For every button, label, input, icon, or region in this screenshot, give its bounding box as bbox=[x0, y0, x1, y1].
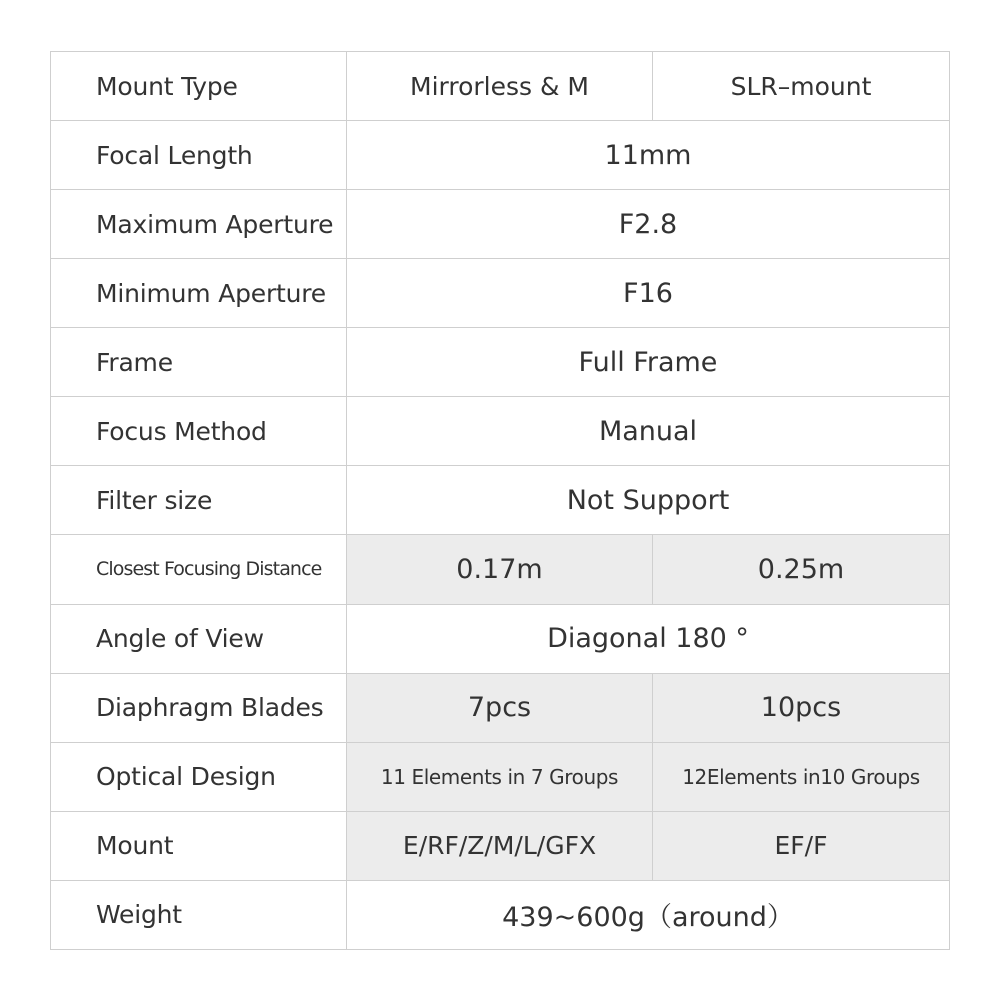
spec-value-mirrorless: E/RF/Z/M/L/GFX bbox=[347, 811, 653, 880]
spec-value: F2.8 bbox=[347, 190, 950, 259]
spec-value: Manual bbox=[347, 397, 950, 466]
spec-row-minimum-aperture bbox=[51, 259, 950, 328]
spec-label: Weight bbox=[51, 880, 347, 949]
spec-label: Minimum Aperture bbox=[51, 259, 347, 328]
lens-spec-table bbox=[50, 51, 950, 950]
spec-value-slr: 10pcs bbox=[653, 673, 950, 742]
spec-row-frame bbox=[51, 328, 950, 397]
spec-label: Diaphragm Blades bbox=[51, 673, 347, 742]
spec-value-mirrorless: 0.17m bbox=[347, 535, 653, 604]
spec-value-slr: SLR–mount bbox=[653, 52, 950, 121]
spec-value: 439~600g（around） bbox=[347, 880, 950, 949]
spec-value-mirrorless: Mirrorless & M bbox=[347, 52, 653, 121]
spec-value-slr: 12Elements in10 Groups bbox=[653, 742, 950, 811]
spec-label: Frame bbox=[51, 328, 347, 397]
spec-label: Filter size bbox=[51, 466, 347, 535]
spec-label: Focal Length bbox=[51, 121, 347, 190]
spec-label: Focus Method bbox=[51, 397, 347, 466]
spec-label: Mount bbox=[51, 811, 347, 880]
spec-value-mirrorless: 7pcs bbox=[347, 673, 653, 742]
spec-label: Mount Type bbox=[51, 52, 347, 121]
spec-value: 11mm bbox=[347, 121, 950, 190]
spec-row-closest-focusing-distance bbox=[51, 535, 950, 604]
spec-label: Closest Focusing Distance bbox=[51, 535, 347, 604]
spec-value: Full Frame bbox=[347, 328, 950, 397]
spec-row-weight bbox=[51, 880, 950, 949]
spec-row-focus-method bbox=[51, 397, 950, 466]
spec-label: Angle of View bbox=[51, 604, 347, 673]
spec-value: Diagonal 180 ° bbox=[347, 604, 950, 673]
spec-row-optical-design bbox=[51, 742, 950, 811]
spec-row-mount bbox=[51, 811, 950, 880]
spec-row-focal-length bbox=[51, 121, 950, 190]
spec-row-mount-type bbox=[51, 52, 950, 121]
spec-value: Not Support bbox=[347, 466, 950, 535]
spec-value-mirrorless: 11 Elements in 7 Groups bbox=[347, 742, 653, 811]
spec-label: Optical Design bbox=[51, 742, 347, 811]
spec-row-maximum-aperture bbox=[51, 190, 950, 259]
spec-value-slr: 0.25m bbox=[653, 535, 950, 604]
spec-value-slr: EF/F bbox=[653, 811, 950, 880]
spec-label: Maximum Aperture bbox=[51, 190, 347, 259]
spec-row-filter-size bbox=[51, 466, 950, 535]
spec-row-angle-of-view bbox=[51, 604, 950, 673]
spec-value: F16 bbox=[347, 259, 950, 328]
spec-row-diaphragm-blades bbox=[51, 673, 950, 742]
